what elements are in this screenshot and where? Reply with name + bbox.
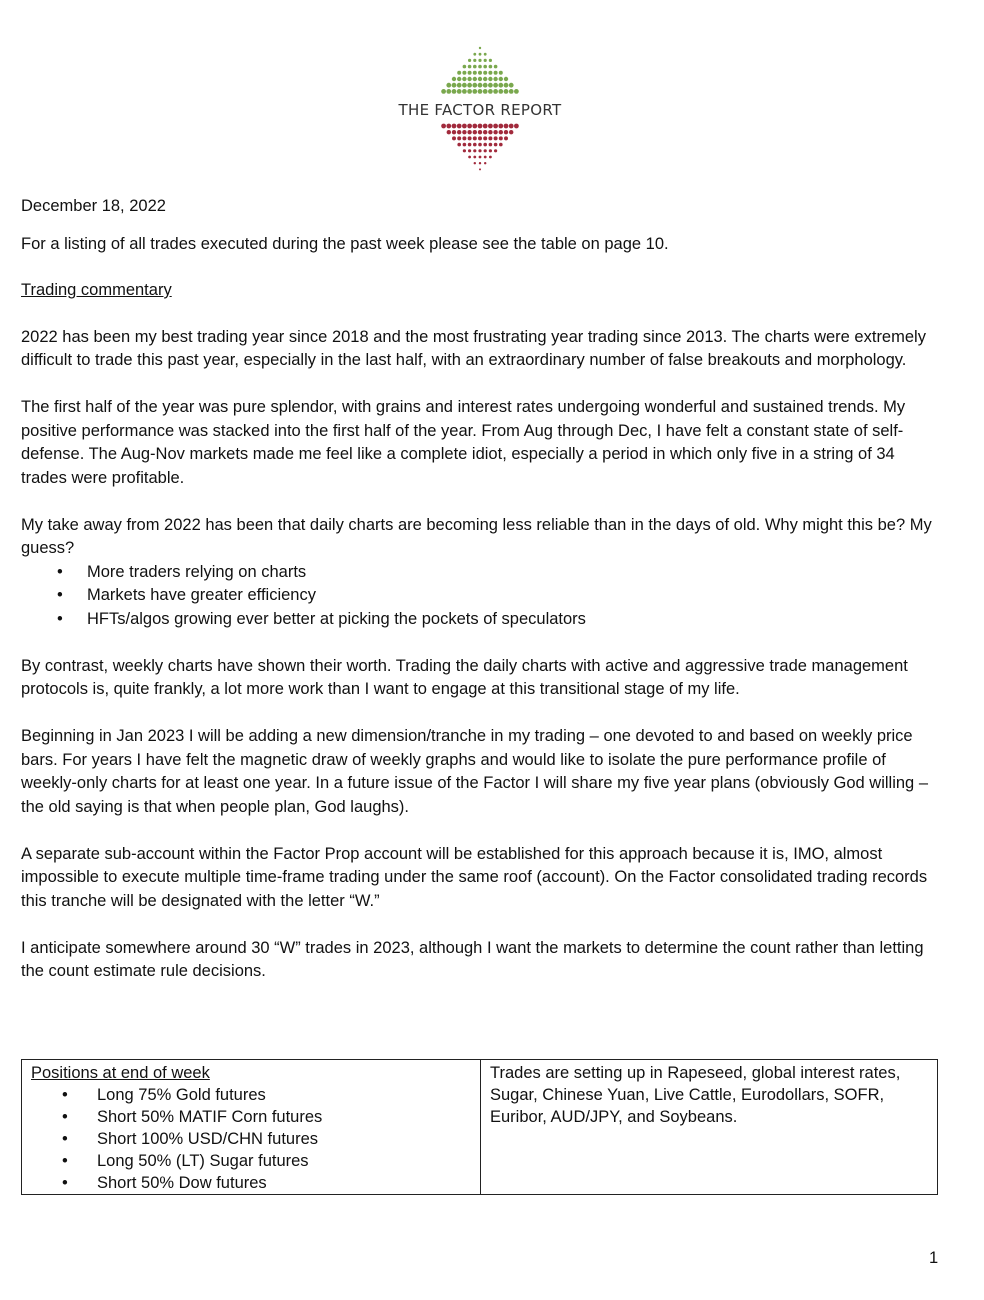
logo-dot [479,168,481,170]
logo-dot [468,65,472,69]
logo-dot [488,136,492,140]
logo-dot [457,77,461,81]
logo-dot [473,143,477,147]
list-item: • More traders relying on charts [21,561,941,585]
logo-dot [494,136,498,140]
logo-dot [452,77,456,81]
logo-dot [479,53,482,56]
logo-dot [473,71,477,75]
page-number: 1 [929,1249,939,1267]
logo-dot [484,59,487,62]
logo-dot [499,130,503,134]
logo-dot [478,143,482,147]
logo-dot [467,77,471,81]
logo-dot [504,89,509,94]
list-item: • Short 50% Dow futures [31,1172,471,1194]
logo-dot [478,149,481,152]
logo-dot [463,143,467,147]
logo-dot [509,89,514,94]
logo-dot [478,59,481,62]
bullet-list [21,561,941,632]
logo-dot [452,89,457,94]
positions-title: Positions at end of week [31,1064,210,1082]
paragraph-3: My take away from 2022 has been that daily charts are becoming less reliable than in the days of old. Why might this be? My guess? [21,515,932,557]
logo-dot [447,130,451,134]
logo-dot [457,71,461,75]
logo-dot [473,59,476,62]
logo-dot [499,71,503,75]
logo-dot [489,156,492,159]
logo-dot [483,65,487,69]
paragraph-6: A separate sub-account within the Factor Prop account will be established for this approach because it is, IMO, almost impossible to execute multiple time-frame trading under the same roof (account). On the Factor consolidated trading records this tranche will be designated with the letter “W.” [21,844,928,910]
document-date: December 18, 2022 [21,197,166,215]
paragraph-7: I anticipate somewhere around 30 “W” trades in 2023, although I want the markets to determine the count rather than letting the count estimate rule decisions. [21,938,924,980]
logo-dot [488,130,492,134]
logo-dot [484,149,487,152]
paragraph-4: By contrast, weekly charts have shown their worth. Trading the daily charts with active and aggressive trade management protocols is, quite frankly, a lot more work than I want to engage at this transitional stage of my life. [21,656,908,698]
logo-dot [452,130,456,134]
logo-dot [504,130,508,134]
logo-dot [478,130,482,134]
logo-dot [457,136,461,140]
logo-dot [468,59,471,62]
logo-dot [483,83,488,88]
logo-dot [488,83,493,88]
logo-dot [514,89,519,94]
logo-dot [499,143,503,147]
logo-dot [462,124,467,129]
logo-dot [473,136,477,140]
logo-dot [462,130,466,134]
logo-dot [504,77,508,81]
logo-dot [479,162,481,164]
list-item: • Long 50% (LT) Sugar futures [31,1150,471,1172]
logo-dot [499,136,503,140]
logo-dot [441,124,446,129]
logo-dot [489,143,493,147]
logo-dot [478,83,483,88]
section-title: Trading commentary [21,281,172,299]
factor-report-logo [392,44,568,176]
logo-dot [483,124,488,129]
logo-dot [468,149,471,152]
logo-dot [483,77,487,81]
logo-dot [498,83,503,88]
logo-dot [484,162,486,164]
logo-dot [468,143,472,147]
logo-dot [504,136,508,140]
table-row [22,1060,938,1195]
logo-dot [468,156,471,159]
logo-dot [514,124,519,129]
logo-dot [457,83,462,88]
logo-dot [457,143,461,147]
logo-dot [483,130,487,134]
logo-text: THE FACTOR REPORT [398,101,562,119]
logo-dot [473,149,476,152]
logo-dot [489,65,493,69]
logo-dot [473,130,477,134]
paragraph-1: 2022 has been my best trading year since 2018 and the most frustrating year trading since 2013. The charts were extremely difficult to trade this past year, especially in the last half, with an extraordinary number of false breakouts and morphology. [21,327,926,369]
logo-dot [441,89,446,94]
logo-dot [494,149,497,152]
logo-dot [468,71,472,75]
logo-dot [494,143,498,147]
setups-cell [481,1060,938,1195]
logo-dot [478,136,482,140]
logo-dot [483,136,487,140]
logo-dot [446,89,451,94]
logo-dot [484,156,487,159]
logo-dot [473,156,476,159]
list-item: • Long 75% Gold futures [31,1084,471,1106]
document-body [21,195,941,1007]
paragraph-2: The first half of the year was pure splendor, with grains and interest rates undergoing wonderful and sustained trends. My positive performance was stacked into the first half of the year. From Aug through Dec, I have felt a constant state of self-defense. The Aug-Nov markets made me feel like a complete idiot, especially a period in which only five in a string of 34 trades were profitable. [21,398,906,487]
logo-dot [478,124,483,129]
logo-dot [489,149,492,152]
logo-dot [494,71,498,75]
logo-dot [473,77,477,81]
logo-dot [468,136,472,140]
logo-dot [462,77,466,81]
logo-dot [488,89,493,94]
logo-dot [509,124,514,129]
logo-dot [457,124,462,129]
logo-dot [467,89,472,94]
logo-dot [473,65,477,69]
logo-dot [499,77,503,81]
logo-dot [462,71,466,75]
logo-dot [478,77,482,81]
logo-dot [467,83,472,88]
list-item: • Short 100% USD/CHN futures [31,1128,471,1150]
logo-dot [452,124,457,129]
logo-dot [472,83,477,88]
logo-dot [463,149,466,152]
logo-dot [457,130,461,134]
logo-dot [472,89,477,94]
logo-dot [478,71,482,75]
logo-dot [493,77,497,81]
logo-dot [478,65,482,69]
logo-dot [498,124,503,129]
logo-dot [484,53,487,56]
logo-dot [446,83,451,88]
logo-dot [446,124,451,129]
logo-dot [488,71,492,75]
logo-dot [467,130,471,134]
logo-dot [509,130,513,134]
logo-dot [504,124,509,129]
logo-dot [498,89,503,94]
logo-dot [452,136,456,140]
list-item: • Markets have greater efficiency [21,584,941,608]
logo-dot [479,47,481,49]
logo-dot [488,124,493,129]
logo-dot [483,89,488,94]
logo-dot [457,89,462,94]
setups-text: Trades are setting up in Rapeseed, global interest rates, Sugar, Chinese Yuan, Live Cattle, Eurodollars, SOFR, Euribor, AUD/JPY, and Soybeans. [490,1064,901,1126]
positions-table [21,1059,938,1195]
logo-dot [452,83,457,88]
logo-dot [462,89,467,94]
logo-dot [488,77,492,81]
logo-dot [493,124,498,129]
paragraph-5: Beginning in Jan 2023 I will be adding a new dimension/tranche in my trading – one devoted to and based on weekly price bars. For years I have felt the magnetic draw of weekly graphs and would like to isolate the pure performance profile of weekly-only charts for at least one year. In a future issue of the Factor I will share my five year plans (obviously God willing – the old saying is that when people plan, God laughs). [21,727,928,816]
logo-dot [462,136,466,140]
positions-cell [22,1060,481,1195]
logo-dot [474,162,476,164]
logo-dot [494,65,498,69]
logo-dot [483,143,487,147]
logo-dot [473,53,476,56]
logo-dot [472,124,477,129]
positions-list [31,1084,471,1194]
logo-dot [463,65,467,69]
logo-dot [462,83,467,88]
intro-paragraph: For a listing of all trades executed during the past week please see the table on page 10. [21,234,669,253]
logo-dot [489,59,492,62]
list-item: • HFTs/algos growing ever better at picking the pockets of speculators [21,608,941,632]
list-item: • Short 50% MATIF Corn futures [31,1106,471,1128]
logo-dot [467,124,472,129]
logo-dot [479,156,482,159]
logo-dot [504,83,509,88]
logo-dot [493,89,498,94]
logo-dot [493,130,497,134]
logo-dot [509,83,514,88]
logo-dot [493,83,498,88]
logo-dot [483,71,487,75]
logo-dot [478,89,483,94]
